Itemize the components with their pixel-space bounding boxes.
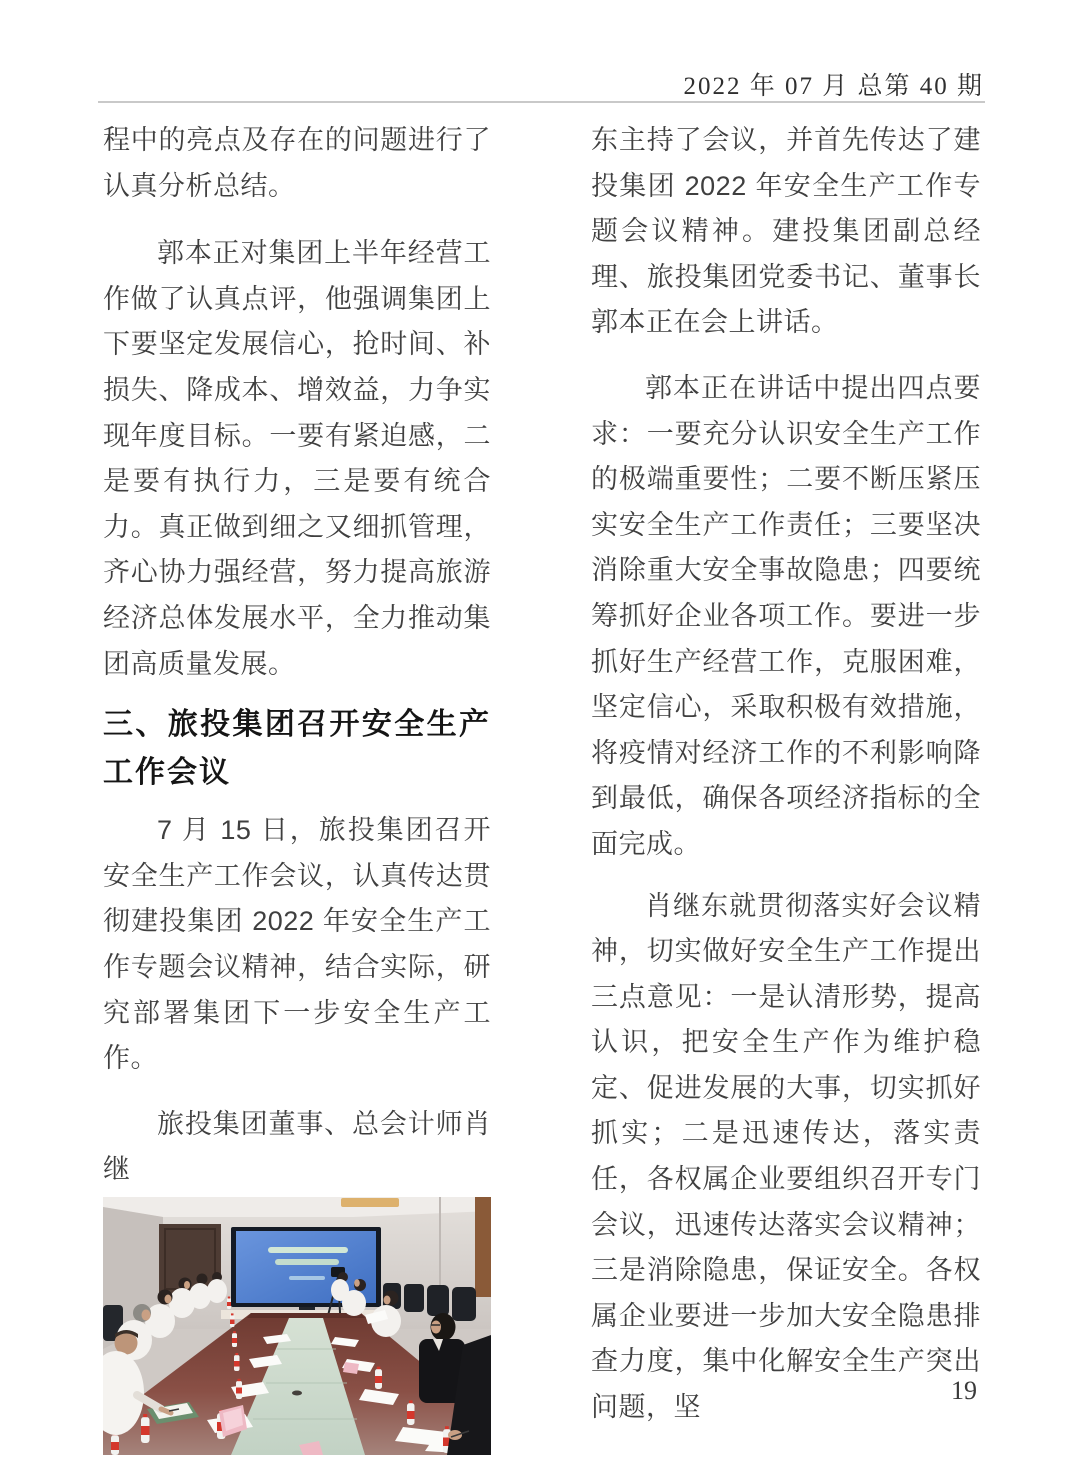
body-paragraph: 郭本正在讲话中提出四点要求：一要充分认识安全生产工作的极端重要性；二要不断压紧压实安全生产工作责任；三要坚决消除重大安全事故隐患；四要统筹抓好企业各项工作。要进一步抓好生产经营工作，克服困难，坚定信心，采取积极有效措施，将疫情对经济工作的不利影响降到最低，确保各项经济指标的全面完成。 (591, 372, 981, 859)
body-paragraph: 肖继东就贯彻落实好会议精神，切实做好安全生产工作提出三点意见：一是认清形势，提高认识，把安全生产作为维护稳定、促进发展的大事，切实抓好抓实；二是迅速传达，落实责任，各权属企业要组织召开专门会议，迅速传达落实会议精神；三是消除隐患，保证安全。各权属企业要进一步加大安全隐患排查力度，集中化解安全生产突出问题，坚 (591, 890, 981, 1423)
body-paragraph: 旅投集团董事、总会计师肖继 (103, 1108, 491, 1185)
body-paragraph: 7 月 15 日，旅投集团召开安全生产工作会议，认真传达贯彻建投集团 2022 年安全生产工作专题会议精神，结合实际，研究部署集团下一步安全生产工作。 (103, 815, 491, 1074)
body-paragraph: 程中的亮点及存在的问题进行了认真分析总结。 (103, 125, 491, 201)
slide-title-line-1 (268, 1247, 348, 1253)
wood-pillar (475, 1197, 491, 1297)
slide-title-line-2 (275, 1259, 339, 1265)
ceiling-light (341, 1198, 399, 1207)
meeting-room-photo (103, 1197, 491, 1455)
section-heading: 三、旅投集团召开安全生产工作会议 (103, 708, 491, 790)
header-rule (98, 101, 985, 103)
body-paragraph: 郭本正对集团上半年经营工作做了认真点评，他强调集团上下要坚定发展信心，抢时间、补损失、降成本、增效益，力争实现年度目标。一要有紧迫感，二是要有执行力，三是要有统合力。真正做到细之又细抓管理，齐心协力强经营，努力提高旅游经济总体发展水平，全力推动集团高质量发展。 (103, 238, 491, 679)
left-column (103, 118, 491, 1455)
slide-subtitle-line (289, 1276, 325, 1280)
right-column (591, 118, 981, 1431)
table-mic (292, 1390, 302, 1395)
body-paragraph: 东主持了会议，并首先传达了建投集团 2022 年安全生产工作专题会议精神。建投集团副总经理、旅投集团党委书记、董事长郭本正在会上讲话。 (591, 125, 981, 338)
issue-info: 2022 年 07 月 总第 40 期 (683, 73, 984, 100)
meeting-photo-scene (103, 1197, 491, 1455)
page-number: 19 (951, 1376, 977, 1405)
